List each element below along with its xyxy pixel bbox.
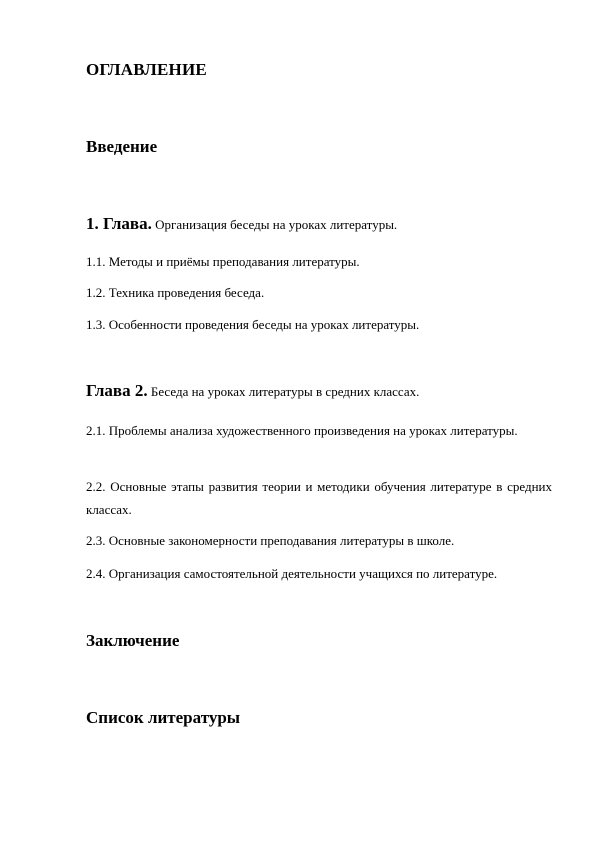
toc-item-2-2: 2.2. Основные этапы развития теории и методики обучения литературе в средних классах. <box>86 479 552 517</box>
toc-item-2-1: 2.1. Проблемы анализа художественного произведения на уроках литературы. <box>86 423 518 438</box>
toc-introduction: Введение <box>86 137 158 156</box>
toc-chapter-1 <box>86 214 552 234</box>
toc-item-1-3: 1.3. Особенности проведения беседы на уроках литературы. <box>86 317 420 332</box>
chapter-2-label: Глава 2. <box>86 381 148 400</box>
toc-title: ОГЛАВЛЕНИЕ <box>86 60 207 79</box>
chapter-1-title: Организация беседы на уроках литературы. <box>151 217 398 232</box>
toc-chapter-2 <box>86 381 552 401</box>
toc-bibliography: Список литературы <box>86 708 241 727</box>
toc-item-1-2: 1.2. Техника проведения беседа. <box>86 285 265 300</box>
toc-item-2-3: 2.3. Основные закономерности преподавания литературы в школе. <box>86 533 455 548</box>
toc-item-2-4: 2.4. Организация самостоятельной деятельности учащихся по литературе. <box>86 566 498 581</box>
toc-conclusion: Заключение <box>86 631 180 650</box>
chapter-2-title: Беседа на уроках литературы в средних классах. <box>147 384 420 399</box>
toc-item-1-1: 1.1. Методы и приёмы преподавания литературы. <box>86 254 360 269</box>
chapter-1-label: 1. Глава. <box>86 214 152 233</box>
